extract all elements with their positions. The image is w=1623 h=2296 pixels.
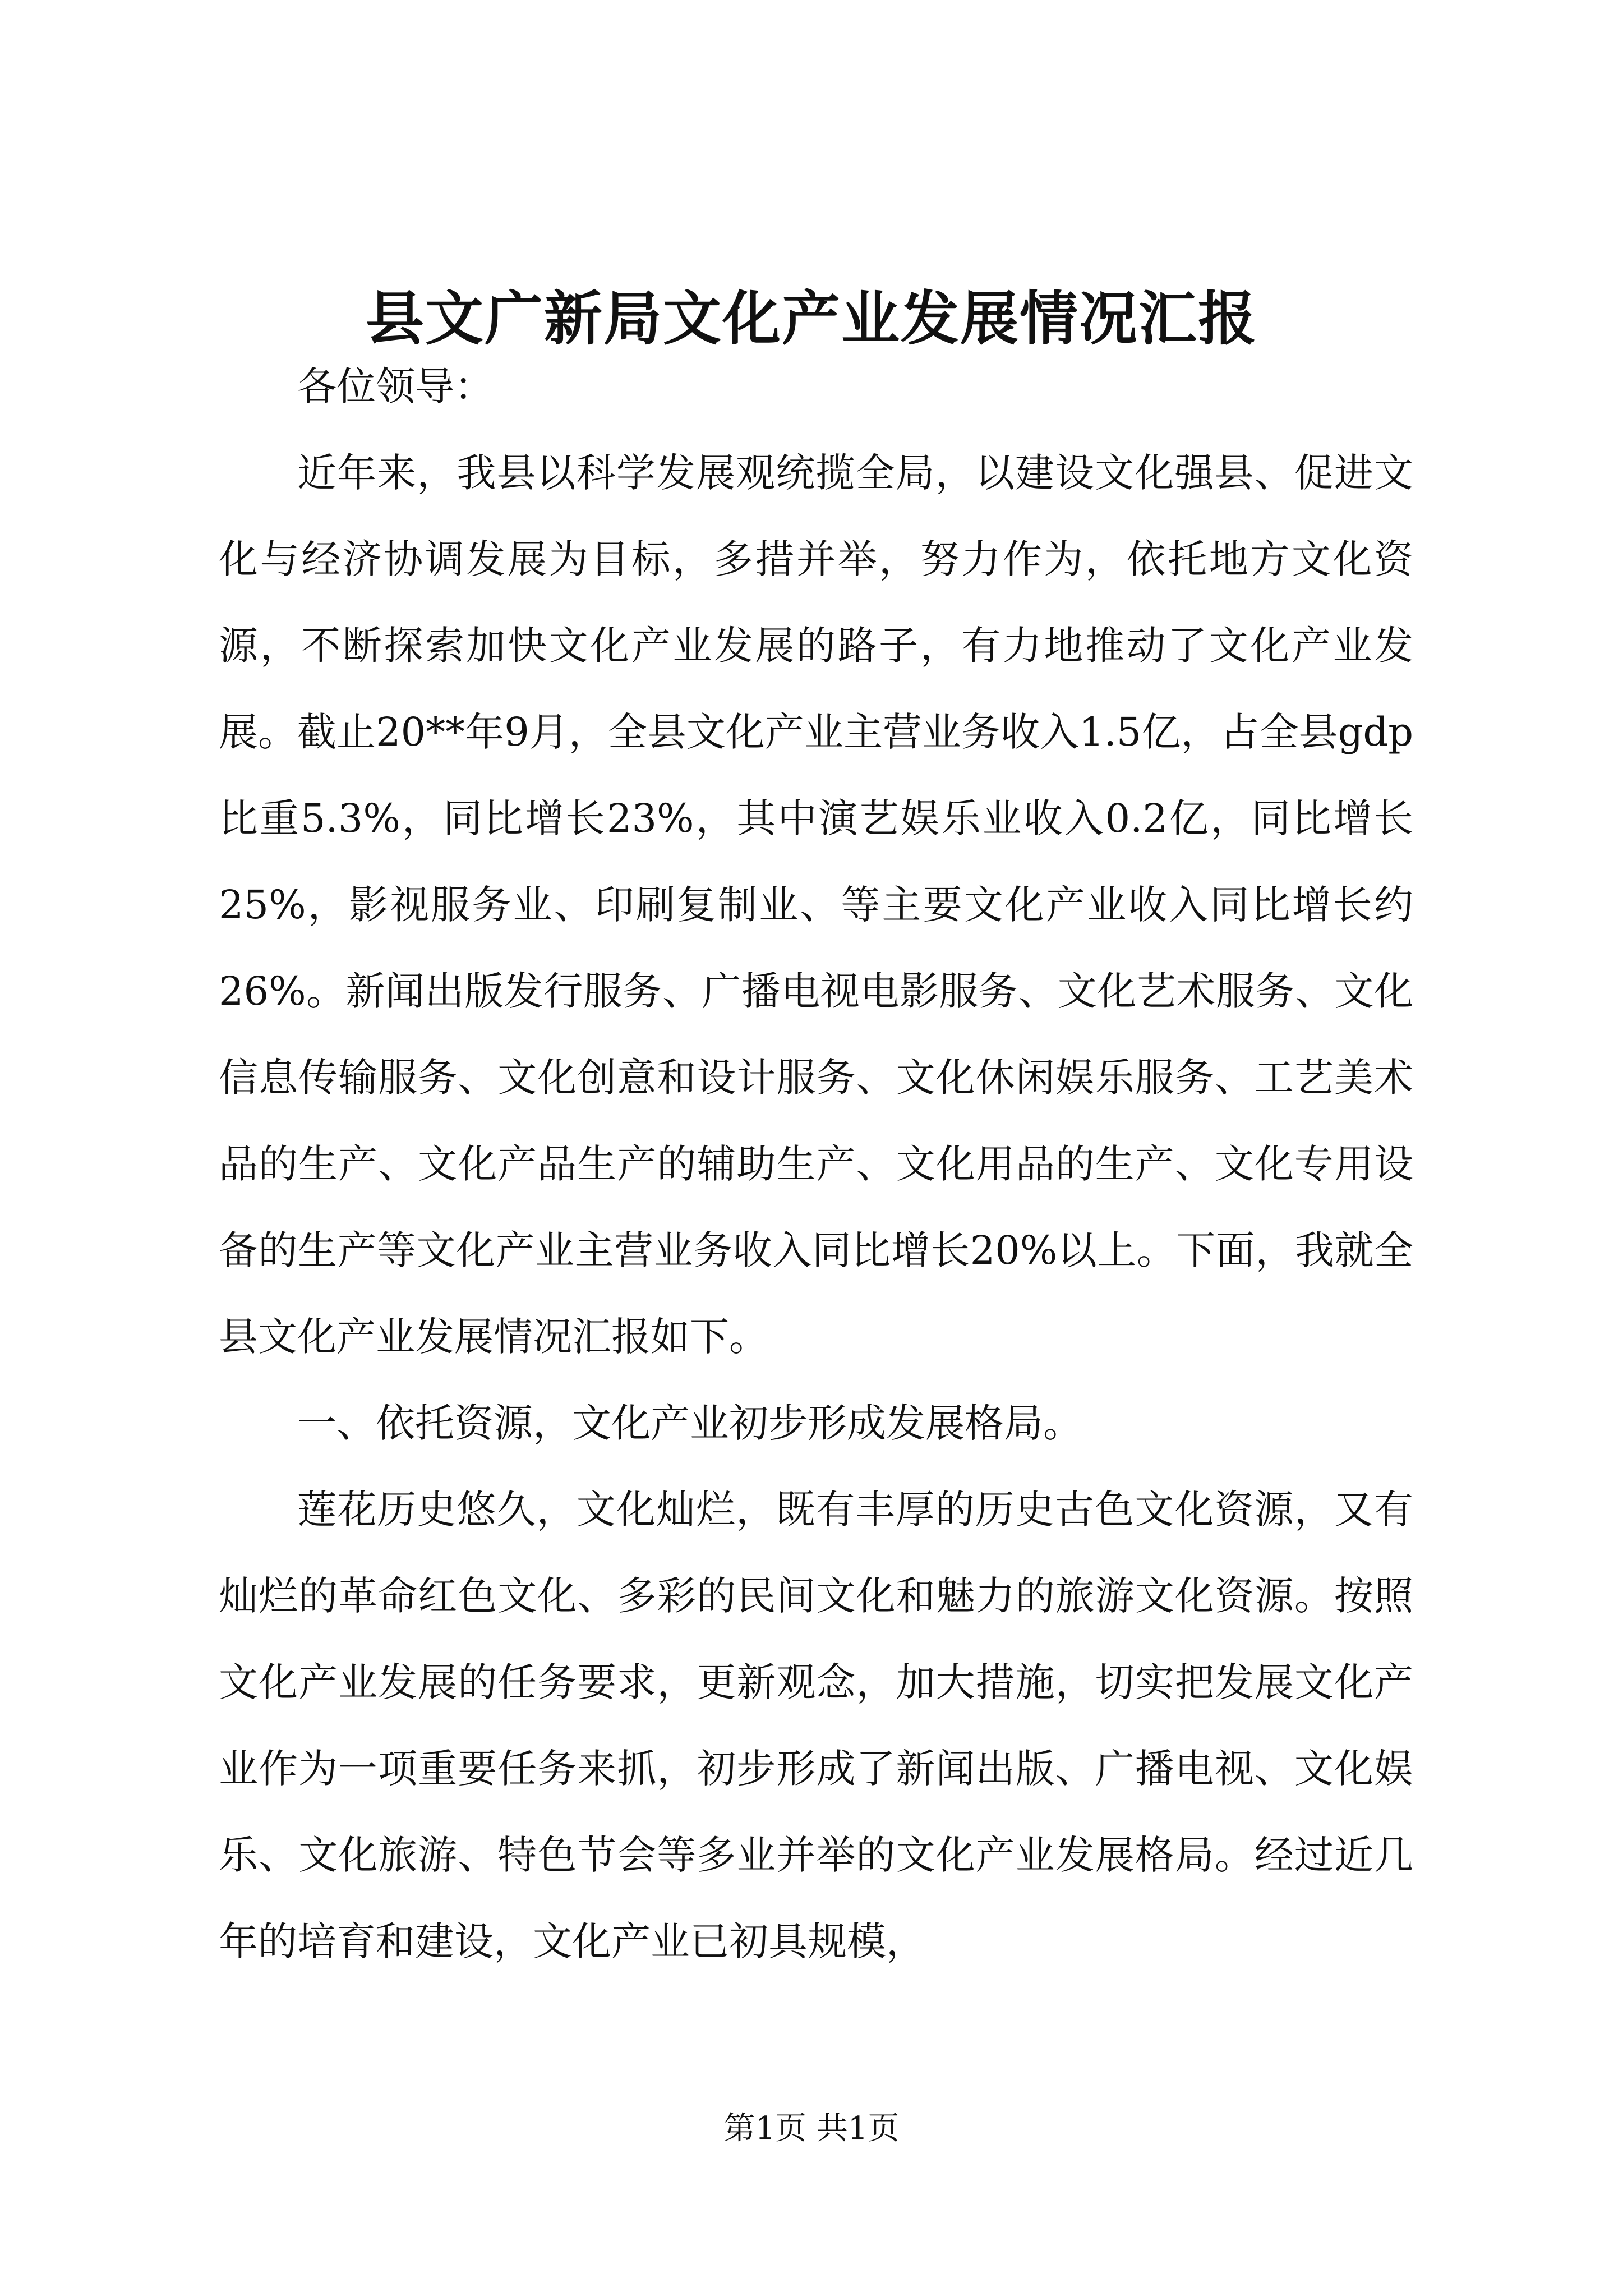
document-title: 县文广新局文化产业发展情况汇报 — [365, 284, 1257, 353]
salutation-paragraph: 各位领导： — [297, 364, 494, 409]
page-footer: 第1页 共1页 — [723, 2110, 900, 2147]
section-heading: 一、依托资源，文化产业初步形成发展格局。 — [297, 1400, 1082, 1446]
section-paragraph: 莲花历史悠久，文化灿烂，既有丰厚的历史古色文化资源，又有灿烂的革命红色文化、多彩的民间文化和魅力的旅游文化资源。按照文化产业发展的任务要求，更新观念，加大措施，切实把发展文化产业作为一项重要任务来抓，初步形成了新闻出版、广播电视、文化娱乐、文化旅游、特色节会等多业并举的文化产业发展格局。经过近几年的培育和建设，文化产业已初具规模， — [219, 1487, 1413, 1964]
intro-paragraph: 近年来，我县以科学发展观统揽全局，以建设文化强县、促进文化与经济协调发展为目标，多措并举，努力作为，依托地方文化资源，不断探索加快文化产业发展的路子，有力地推动了文化产业发展。截止20**年9月，全县文化产业主营业务收入1.5亿，占全县gdp比重5.3%，同比增长23%，其中演艺娱乐业收入0.2亿，同比增长25%，影视服务业、印刷复制业、等主要文化产业收入同比增长约26%。新闻出版发行服务、广播电视电影服务、文化艺术服务、文化信息传输服务、文化创意和设计服务、文化休闲娱乐服务、工艺美术品的生产、文化产品生产的辅助生产、文化用品的生产、文化专用设备的生产等文化产业主营业务收入同比增长20%以上。下面，我就全县文化产业发展情况汇报如下。 — [219, 450, 1413, 1360]
document-body — [219, 343, 1413, 1985]
